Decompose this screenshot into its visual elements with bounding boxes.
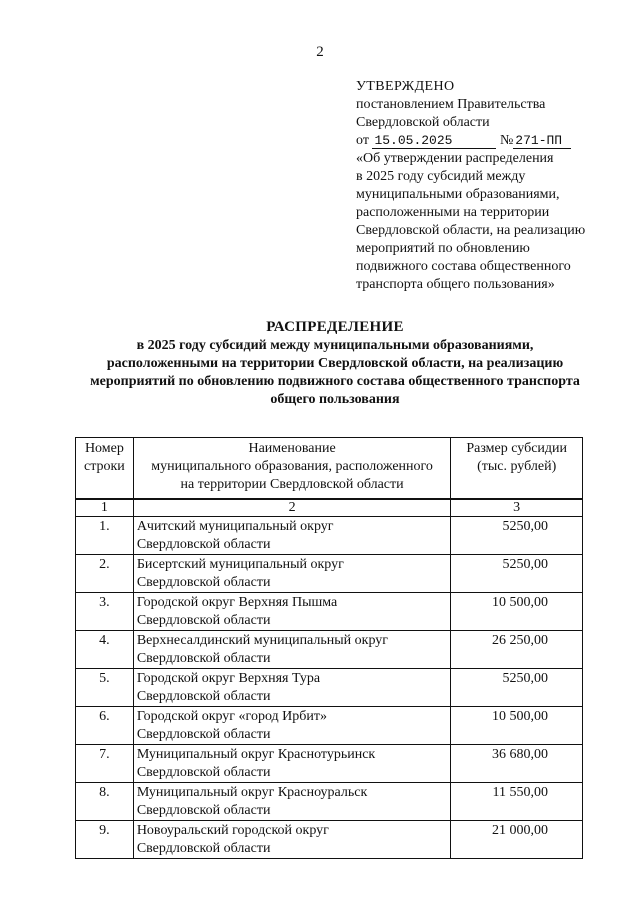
from-label: от [356, 133, 369, 148]
approval-line: Свердловской области [356, 115, 490, 130]
subsidy-amount: 10 500,00 [451, 593, 583, 631]
table-row [76, 669, 583, 707]
table-row [76, 783, 583, 821]
header-subsidy-amount: Размер субсидии (тыс. рублей) [451, 438, 583, 500]
table-row [76, 821, 583, 859]
subsidy-amount: 11 550,00 [451, 783, 583, 821]
table-row [76, 593, 583, 631]
resolution-number: 271-ПП [513, 133, 571, 149]
row-number: 7. [76, 745, 134, 783]
table-row [76, 555, 583, 593]
municipality-name: Городской округ Верхняя Тура Свердловской области [133, 669, 451, 707]
municipality-name: Новоуральский городской округ Свердловской области [133, 821, 451, 859]
subject-line: «Об утверждении распределения [356, 151, 554, 166]
subsidy-amount: 5250,00 [451, 517, 583, 555]
header-municipality: Наименование муниципального образования, расположенного на территории Свердловской области [133, 438, 451, 500]
column-number: 1 [76, 499, 134, 517]
title-line: общего пользования [270, 392, 400, 407]
subsidy-amount: 10 500,00 [451, 707, 583, 745]
row-number: 5. [76, 669, 134, 707]
municipality-name: Бисертский муниципальный округ Свердловской области [133, 555, 451, 593]
page-number: 2 [316, 44, 324, 60]
subject-line: подвижного состава общественного [356, 259, 571, 274]
subsidy-table [75, 437, 583, 859]
row-number: 9. [76, 821, 134, 859]
date-number-row [356, 132, 626, 150]
subsidy-amount: 36 680,00 [451, 745, 583, 783]
municipality-name: Городской округ «город Ирбит» Свердловской области [133, 707, 451, 745]
subject-line: мероприятий по обновлению [356, 241, 530, 256]
table-row [76, 631, 583, 669]
number-label: № [499, 133, 514, 148]
resolution-date: 15.05.2025 [372, 133, 496, 149]
title-heading: РАСПРЕДЕЛЕНИЕ [266, 319, 404, 335]
title-line: расположенными на территории Свердловской области, на реализацию [106, 356, 564, 371]
title-line: мероприятий по обновлению подвижного состава общественного транспорта [90, 374, 580, 389]
title-line: в 2025 году субсидий между муниципальными образованиями, [136, 338, 534, 353]
approval-line: постановлением Правительства [356, 97, 546, 112]
document-title [40, 318, 630, 409]
row-number: 6. [76, 707, 134, 745]
municipality-name: Муниципальный округ Красноуральск Свердловской области [133, 783, 451, 821]
column-number: 2 [133, 499, 451, 517]
subject-line: в 2025 году субсидий между [356, 169, 526, 184]
subject-line: транспорта общего пользования» [356, 277, 555, 292]
subsidy-amount: 26 250,00 [451, 631, 583, 669]
row-number: 3. [76, 593, 134, 631]
row-number: 1. [76, 517, 134, 555]
row-number: 4. [76, 631, 134, 669]
approved-label: УТВЕРЖДЕНО [356, 79, 455, 94]
subject-line: Свердловской области, на реализацию [356, 223, 586, 238]
municipality-name: Городской округ Верхняя Пышма Свердловской области [133, 593, 451, 631]
column-number: 3 [451, 499, 583, 517]
row-number: 2. [76, 555, 134, 593]
municipality-name: Ачитский муниципальный округ Свердловской области [133, 517, 451, 555]
subsidy-amount: 5250,00 [451, 555, 583, 593]
municipality-name: Верхнесалдинский муниципальный округ Свердловской области [133, 631, 451, 669]
row-number: 8. [76, 783, 134, 821]
municipality-name: Муниципальный округ Краснотурьинск Свердловской области [133, 745, 451, 783]
table-row [76, 745, 583, 783]
subsidy-amount: 21 000,00 [451, 821, 583, 859]
column-numbers-row [76, 499, 583, 517]
table-row [76, 707, 583, 745]
subject-line: муниципальными образованиями, [356, 187, 560, 202]
subsidy-amount: 5250,00 [451, 669, 583, 707]
approval-stamp [356, 78, 626, 294]
header-row-number: Номер строки [76, 438, 134, 500]
table-row [76, 517, 583, 555]
table-header-row [76, 438, 583, 500]
subject-line: расположенными на территории [356, 205, 550, 220]
